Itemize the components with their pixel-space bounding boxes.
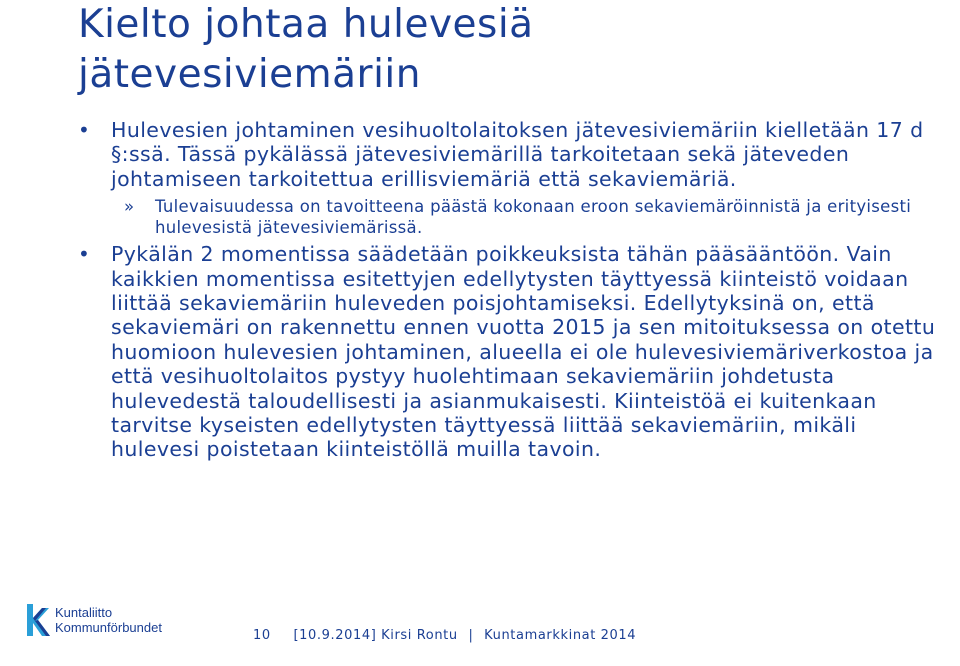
bullet-text: Hulevesien johtaminen vesihuoltolaitoksen jätevesiviemäriin kielletään 17 d §:ssä. Tässä pykälässä jätevesiviemärillä tarkoitetaan sekä jäteveden johtamiseen tarkoitettua erillisviemäriä että sekaviemäriä. [111, 118, 924, 191]
title-line-1: Kielto johtaa hulevesiä [78, 2, 534, 47]
bullet-marker: • [78, 118, 91, 142]
footer-separator: | [468, 628, 474, 643]
bullet-item [78, 118, 938, 191]
footer-date: [10.9.2014] [293, 628, 377, 643]
bullet-text: Pykälän 2 momentissa säädetään poikkeuksista tähän pääsääntöön. Vain kaikkien momentissa esitettyjen edellytysten täyttyessä kiinteistö voidaan liittää sekaviemäriin huleveden poisjohtamiseksi. Edellytyksinä on, että sekaviemäri on rakennettu ennen vuotta 2015 ja sen mitoituksessa on otettu huomioon hulevesien johtaminen, alueella ei ole hulevesiviemäriverkostoa ja että vesihuoltolaitos pystyy huolehtimaan sekaviemäriin johdetusta hulevedestä taloudellisesti ja asianmukaisesti. Kiinteistöä ei kuitenkaan tarvitse kyseisten edellytysten täyttyessä liittää sekaviemäriin, mikäli hulevesi poistetaan kiinteistöllä muilla tavoin. [111, 242, 936, 462]
footer-event: Kuntamarkkinat 2014 [484, 628, 637, 643]
logo-line-2: Kommunförbundet [55, 620, 162, 635]
bullet-item [78, 242, 938, 462]
slide-content [78, 118, 938, 462]
slide-footer [0, 596, 960, 666]
footer-info [253, 628, 636, 643]
slide-title [78, 0, 938, 100]
logo-line-1: Kuntaliitto [55, 605, 113, 620]
title-line-2: jätevesiviemäriin [78, 52, 421, 97]
sub-bullet-text: Tulevaisuudessa on tavoitteena päästä kokonaan eroon sekaviemäröinnistä ja erityisesti hulevesistä jätevesiviemärissä. [155, 197, 912, 237]
footer-author: Kirsi Rontu [381, 628, 458, 643]
kuntaliitto-logo [24, 602, 194, 642]
kuntaliitto-logo-icon [24, 602, 52, 640]
logo-wordmark [55, 605, 162, 635]
sub-bullet-marker: » [124, 197, 135, 217]
bullet-marker: • [78, 242, 91, 267]
sub-bullet-item [78, 197, 938, 238]
page-number: 10 [253, 628, 271, 643]
